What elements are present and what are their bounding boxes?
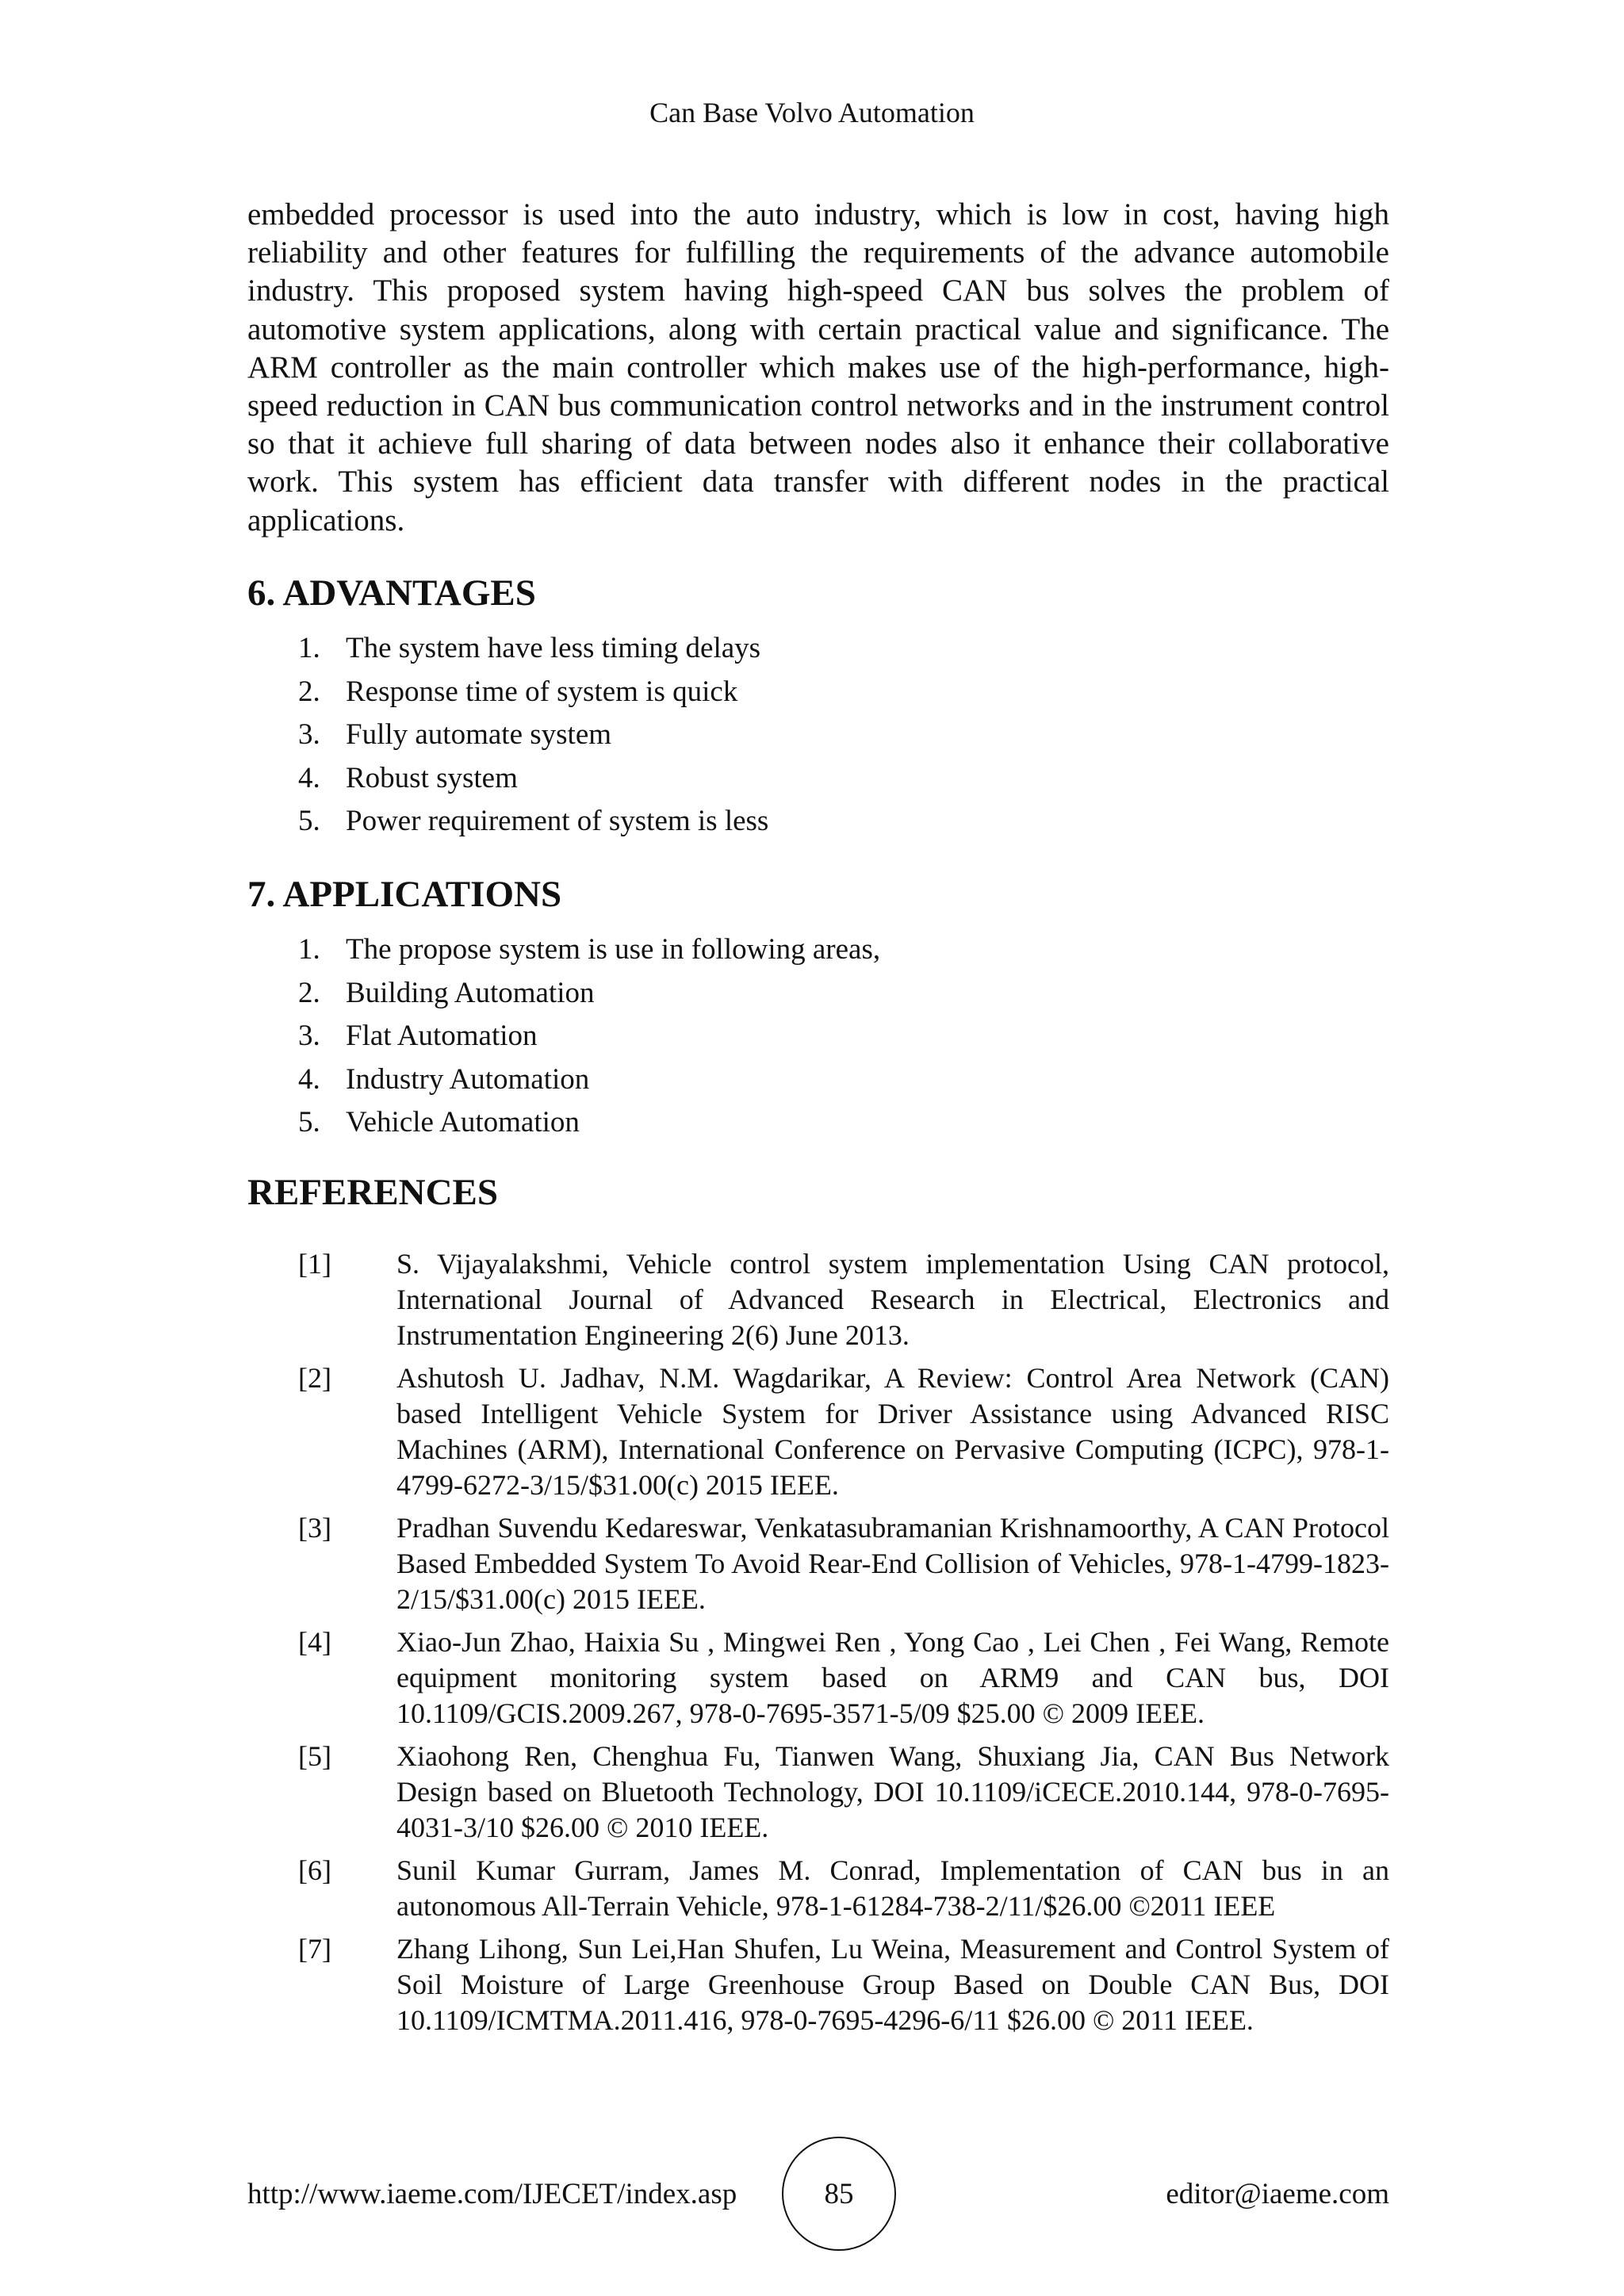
list-item bbox=[298, 627, 768, 671]
reference-number: [4] bbox=[298, 1626, 331, 1658]
list-item bbox=[298, 714, 768, 757]
reference-text: Pradhan Suvendu Kedareswar, Venkatasubramanian Krishnamoorthy, A CAN Protocol Based Embedded System To Avoid Rear-End Collision of Vehicles, 978-1-4799-1823-2/15/$31.00(c) 2015 IEEE. bbox=[396, 1512, 1389, 1615]
applications-list bbox=[298, 928, 880, 1145]
reference-number: [5] bbox=[298, 1740, 331, 1772]
advantages-heading: 6. ADVANTAGES bbox=[247, 572, 536, 614]
list-item-text: Building Automation bbox=[346, 976, 595, 1009]
reference-text: Zhang Lihong, Sun Lei,Han Shufen, Lu Weina, Measurement and Control System of Soil Moisture of Large Greenhouse Group Based on Double CAN Bus, DOI 10.1109/ICMTMA.2011.416, 978-0-7695-4296-6/11 $26.00 © 2011 IEEE. bbox=[396, 1933, 1389, 2036]
reference-item bbox=[298, 1739, 1389, 1846]
list-item-text: Robust system bbox=[346, 761, 518, 794]
list-item-text: Power requirement of system is less bbox=[346, 805, 769, 837]
list-item bbox=[298, 928, 880, 972]
advantages-list bbox=[298, 627, 768, 844]
reference-item bbox=[298, 1510, 1389, 1617]
list-item bbox=[298, 800, 768, 844]
list-item-number: 1. bbox=[298, 933, 320, 966]
applications-heading: 7. APPLICATIONS bbox=[247, 874, 562, 915]
references-heading: REFERENCES bbox=[247, 1172, 499, 1213]
references-list bbox=[298, 1246, 1389, 2045]
list-item-text: Industry Automation bbox=[346, 1062, 590, 1096]
reference-item bbox=[298, 1931, 1389, 2038]
list-item-number: 5. bbox=[298, 805, 320, 837]
page-number-text: 85 bbox=[824, 2177, 854, 2210]
list-item-text: Flat Automation bbox=[346, 1020, 538, 1052]
page-number bbox=[782, 2137, 896, 2251]
reference-text: Ashutosh U. Jadhav, N.M. Wagdarikar, A Review: Control Area Network (CAN) based Intelligent Vehicle System for Driver Assistance using Advanced RISC Machines (ARM), International Conference on Pervasive Computing (ICPC), 978-1-4799-6272-3/15/$31.00(c) 2015 IEEE. bbox=[396, 1362, 1389, 1501]
list-item-number: 4. bbox=[298, 761, 320, 794]
body-paragraph: embedded processor is used into the auto industry, which is low in cost, having high reliability and other features for fulfilling the requirements of the advance automobile industry. This proposed system having high-speed CAN bus solves the problem of automotive system applications, along with certain practical value and significance. The ARM controller as the main controller which makes use of the high-performance, high-speed reduction in CAN bus communication control networks and in the instrument control so that it achieve full sharing of data between nodes also it enhance their collaborative work. This system has efficient data transfer with different nodes in the practical applications. bbox=[247, 197, 1389, 538]
reference-item bbox=[298, 1360, 1389, 1503]
list-item-number: 5. bbox=[298, 1106, 320, 1138]
list-item-text: Fully automate system bbox=[346, 718, 612, 751]
reference-item bbox=[298, 1246, 1389, 1353]
reference-text: Xiaohong Ren, Chenghua Fu, Tianwen Wang, Shuxiang Jia, CAN Bus Network Design based on Bluetooth Technology, DOI 10.1109/iCECE.2010.144, 978-0-7695-4031-3/10 $26.00 © 2010 IEEE. bbox=[396, 1740, 1389, 1843]
list-item bbox=[298, 757, 768, 801]
reference-item bbox=[298, 1853, 1389, 1924]
list-item-text: The system have less timing delays bbox=[346, 632, 761, 664]
footer-url: http://www.iaeme.com/IJECET/index.asp bbox=[247, 2178, 737, 2210]
list-item bbox=[298, 1015, 880, 1058]
list-item-number: 2. bbox=[298, 675, 320, 708]
footer-email: editor@iaeme.com bbox=[1166, 2178, 1389, 2210]
reference-item bbox=[298, 1624, 1389, 1732]
list-item-text: Response time of system is quick bbox=[346, 675, 738, 708]
list-item bbox=[298, 671, 768, 714]
list-item-number: 3. bbox=[298, 718, 320, 751]
reference-number: [6] bbox=[298, 1854, 331, 1886]
list-item-text: Vehicle Automation bbox=[346, 1106, 580, 1138]
list-item-number: 2. bbox=[298, 976, 320, 1009]
reference-number: [1] bbox=[298, 1248, 331, 1280]
list-item-number: 4. bbox=[298, 1062, 320, 1096]
list-item bbox=[298, 972, 880, 1016]
reference-number: [7] bbox=[298, 1933, 331, 1965]
list-item-number: 3. bbox=[298, 1020, 320, 1052]
list-item-number: 1. bbox=[298, 632, 320, 664]
list-item bbox=[298, 1058, 880, 1102]
reference-number: [2] bbox=[298, 1362, 331, 1394]
list-item-text: The propose system is use in following areas, bbox=[346, 933, 881, 966]
reference-text: Sunil Kumar Gurram, James M. Conrad, Implementation of CAN bus in an autonomous All-Terrain Vehicle, 978-1-61284-738-2/11/$26.00 ©2011 IEEE bbox=[396, 1854, 1389, 1922]
reference-text: Xiao-Jun Zhao, Haixia Su , Mingwei Ren , Yong Cao , Lei Chen , Fei Wang, Remote equipment monitoring system based on ARM9 and CAN bus, DOI 10.1109/GCIS.2009.267, 978-0-7695-3571-5/09 $25.00 © 2009 IEEE. bbox=[396, 1626, 1389, 1729]
reference-text: S. Vijayalakshmi, Vehicle control system implementation Using CAN protocol, International Journal of Advanced Research in Electrical, Electronics and Instrumentation Engineering 2(6) June 2013. bbox=[396, 1248, 1389, 1351]
list-item bbox=[298, 1101, 880, 1145]
reference-number: [3] bbox=[298, 1512, 331, 1544]
running-header: Can Base Volvo Automation bbox=[649, 97, 975, 128]
